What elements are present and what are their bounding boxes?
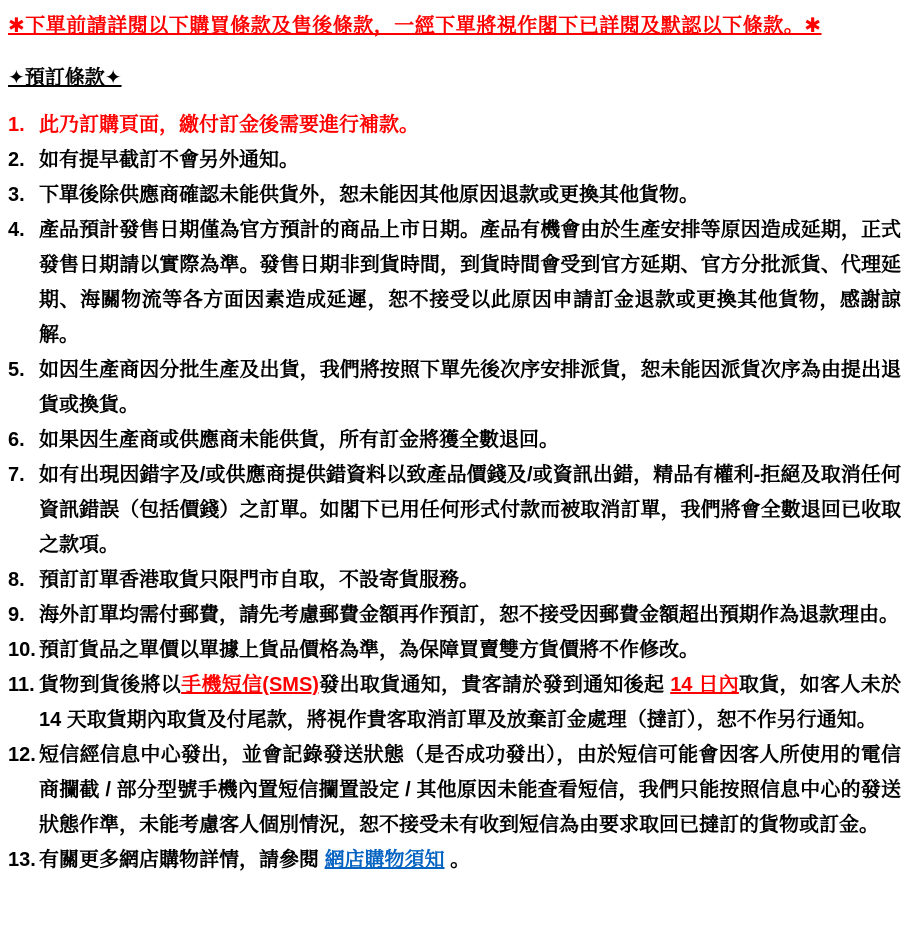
term-item (8, 668, 901, 738)
term-text: 短信經信息中心發出，並會記錄發送狀態（是否成功發出），由於短信可能會因客人所使用的電信商攔截 / 部分型號手機內置短信攔置設定 / 其他原因未能查看短信，我們只能按照信息中心的發送狀態作準，未能考慮客人個別情況，恕不接受未有收到短信為由要求取回已撻訂的貨物或訂金。 (39, 744, 901, 836)
term-item-number: 8. (8, 569, 25, 591)
term-text: 如因生產商因分批生產及出貨，我們將按照下單先後次序安排派貨，恕未能因派貨次序為由提出退貨或換貨。 (39, 359, 901, 416)
term-item-text (39, 569, 479, 591)
term-item (8, 108, 901, 143)
term-item-number: 10. (8, 639, 36, 661)
term-item-number: 3. (8, 184, 25, 206)
term-item (8, 178, 901, 213)
term-item (8, 423, 901, 458)
term-item-number: 1. (8, 114, 25, 136)
term-item-text (39, 604, 899, 626)
terms-document (8, 12, 901, 878)
purchase-notice-title: ✱下單前請詳閱以下購買條款及售後條款，一經下單將視作閣下已詳閱及默認以下條款。✱ (8, 15, 822, 37)
term-text: 此乃訂購頁面，繳付訂金後需要進行補款。 (39, 114, 419, 136)
term-text: 產品預計發售日期僅為官方預計的商品上市日期。產品有機會由於生產安排等原因造成延期，正式發售日期請以實際為準。發售日期非到貨時間，到貨時間會受到官方延期、官方分批派貨、代理延期、海關物流等各方面因素造成延遲，恕不接受以此原因申請訂金退款或更換其他貨物，感謝諒解。 (39, 219, 901, 346)
term-item-number: 12. (8, 744, 36, 766)
term-item-text (39, 114, 419, 136)
term-text: 如有出現因錯字及/或供應商提供錯資料以致產品價錢及/或資訊出錯，精品有權利-拒絕及取消任何資訊錯誤（包括價錢）之訂單。如閣下已用任何形式付款而被取消訂單，我們將會全數退回已收取之款項。 (39, 464, 901, 556)
term-item-text (39, 149, 299, 171)
term-highlight-text: 手機短信(SMS) (181, 674, 319, 696)
term-text: 。 (444, 849, 471, 871)
preorder-terms-heading: ✦預訂條款✦ (8, 67, 122, 89)
term-item (8, 633, 901, 668)
term-text: 預訂貨品之單價以單據上貨品價格為準，為保障買賣雙方貨價將不作修改。 (39, 639, 699, 661)
term-text: 如果因生產商或供應商未能供貨，所有訂金將獲全數退回。 (39, 429, 559, 451)
term-text: 下單後除供應商確認未能供貨外，恕未能因其他原因退款或更換其他貨物。 (39, 184, 699, 206)
term-highlight-text: 14 日內 (670, 674, 739, 696)
term-text: 貨物到貨後將以 (39, 674, 182, 696)
term-item-text (39, 429, 559, 451)
term-text: 取貨，如客人未於 14 天取貨期內取貨及付尾款，將視作貴客取消訂單及放棄訂金處理（撻訂），恕不作另行通知。 (39, 674, 901, 731)
term-item (8, 143, 901, 178)
term-text: 預訂訂單香港取貨只限門市自取，不設寄貨服務。 (39, 569, 479, 591)
term-item-number: 7. (8, 464, 25, 486)
term-item (8, 458, 901, 563)
term-item-text (39, 849, 470, 871)
term-item (8, 598, 901, 633)
term-text: 發出取貨通知，貴客請於發到通知後起 (318, 674, 671, 696)
terms-list (8, 108, 901, 878)
term-item-number: 6. (8, 429, 25, 451)
term-item-number: 2. (8, 149, 25, 171)
term-item-text (39, 184, 699, 206)
term-text: 有關更多網店購物詳情，請參閱 (39, 849, 325, 871)
term-item-number: 4. (8, 219, 25, 241)
term-item-number: 9. (8, 604, 25, 626)
term-item-text (39, 359, 901, 416)
term-item-number: 5. (8, 359, 25, 381)
term-item-number: 13. (8, 849, 36, 871)
term-item-text (39, 639, 699, 661)
term-text: 海外訂單均需付郵費，請先考慮郵費金額再作預訂，恕不接受因郵費金額超出預期作為退款理由。 (39, 604, 899, 626)
term-item-text (39, 464, 901, 556)
term-item (8, 213, 901, 353)
term-item-number: 11. (8, 674, 35, 696)
term-item-text (39, 744, 901, 836)
term-item-text (39, 674, 901, 731)
term-item (8, 353, 901, 423)
term-text: 如有提早截訂不會另外通知。 (39, 149, 299, 171)
term-item (8, 738, 901, 843)
term-item-text (39, 219, 901, 346)
term-item (8, 843, 901, 878)
term-item (8, 563, 901, 598)
shopping-guide-link[interactable]: 網店購物須知 (324, 849, 445, 871)
